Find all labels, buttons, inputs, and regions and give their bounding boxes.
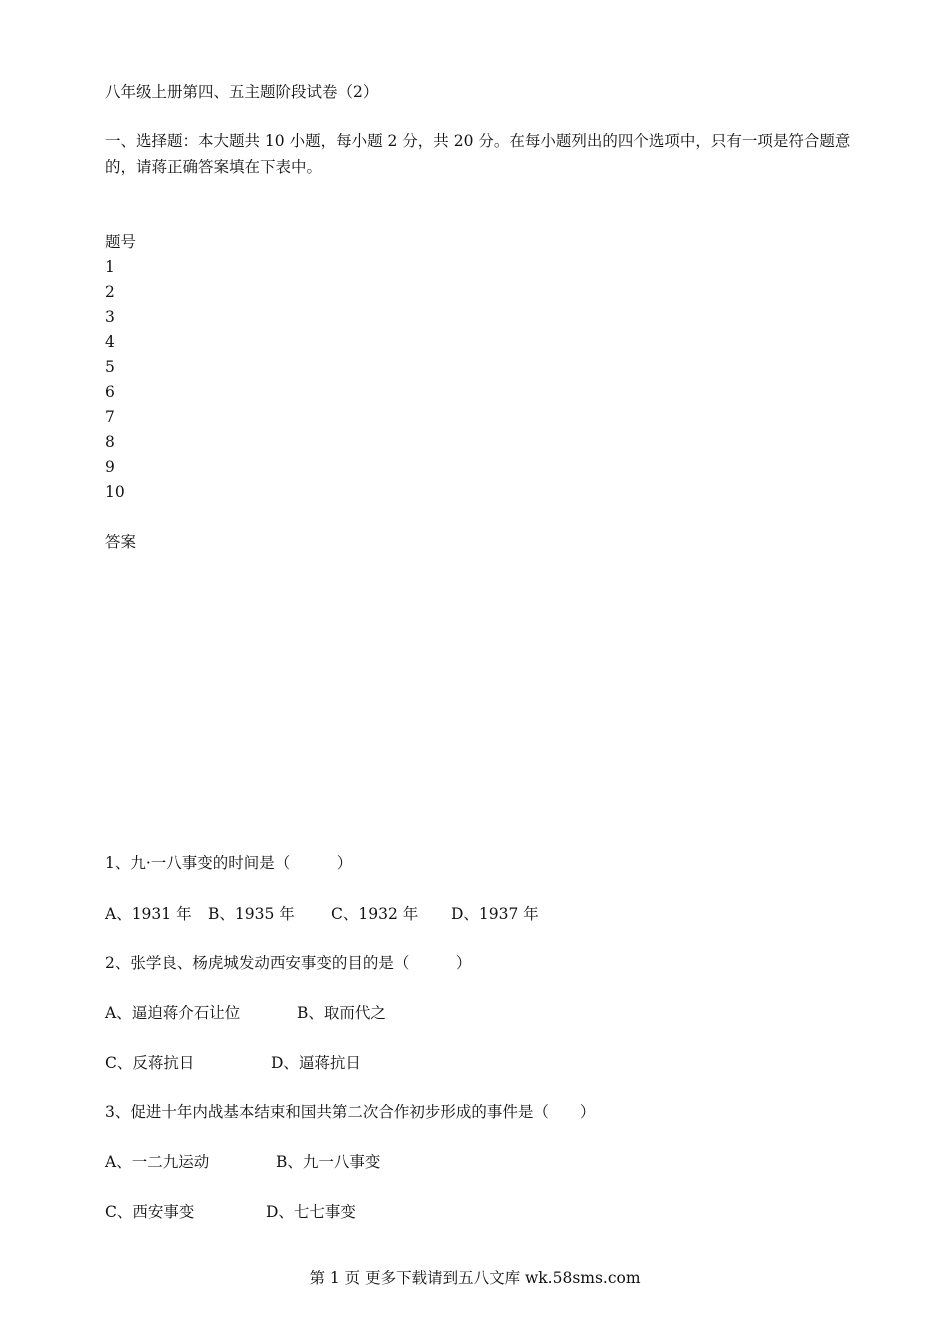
option: A、一二九运动 <box>105 1153 210 1171</box>
table-number: 10 <box>105 483 125 501</box>
option-row <box>105 1152 805 1172</box>
table-number: 8 <box>105 433 115 451</box>
table-number: 2 <box>105 283 115 301</box>
option: A、1931 年 <box>105 905 192 923</box>
table-header-label: 题号 <box>105 233 137 251</box>
section-instructions: 一、选择题：本大题共 10 小题，每小题 2 分，共 20 分。在每小题列出的四个选项中，只有一项是符合题意的，请蒋正确答案填在下表中。 <box>105 132 851 176</box>
option-row <box>105 904 805 924</box>
table-number: 9 <box>105 458 115 476</box>
question-stem: 3、促进十年内战基本结束和国共第二次合作初步形成的事件是（ ） <box>105 1103 596 1121</box>
option: C、西安事变 <box>105 1203 195 1221</box>
option: B、九一八事变 <box>276 1153 381 1171</box>
option: D、逼蒋抗日 <box>271 1054 361 1072</box>
option: C、反蒋抗日 <box>105 1054 195 1072</box>
option: D、七七事变 <box>266 1203 356 1221</box>
table-number: 1 <box>105 258 115 276</box>
option-row <box>105 1053 805 1073</box>
table-number: 6 <box>105 383 115 401</box>
option: A、逼迫蒋介石让位 <box>105 1004 241 1022</box>
question-stem: 2、张学良、杨虎城发动西安事变的目的是（ ） <box>105 954 472 972</box>
question-stem: 1、九·一八事变的时间是（ ） <box>105 854 353 872</box>
page-footer: 第 1 页 更多下载请到五八文库 wk.58sms.com <box>309 1269 641 1287</box>
table-number: 4 <box>105 333 115 351</box>
table-answer-label: 答案 <box>105 533 137 551</box>
option: B、1935 年 <box>208 905 295 923</box>
page-title: 八年级上册第四、五主题阶段试卷（2） <box>105 83 379 101</box>
option: D、1937 年 <box>451 905 539 923</box>
table-number: 7 <box>105 408 115 426</box>
option-row <box>105 1003 805 1023</box>
option: B、取而代之 <box>297 1004 386 1022</box>
option-row <box>105 1202 805 1222</box>
table-number: 5 <box>105 358 115 376</box>
option: C、1932 年 <box>331 905 419 923</box>
table-number: 3 <box>105 308 115 326</box>
